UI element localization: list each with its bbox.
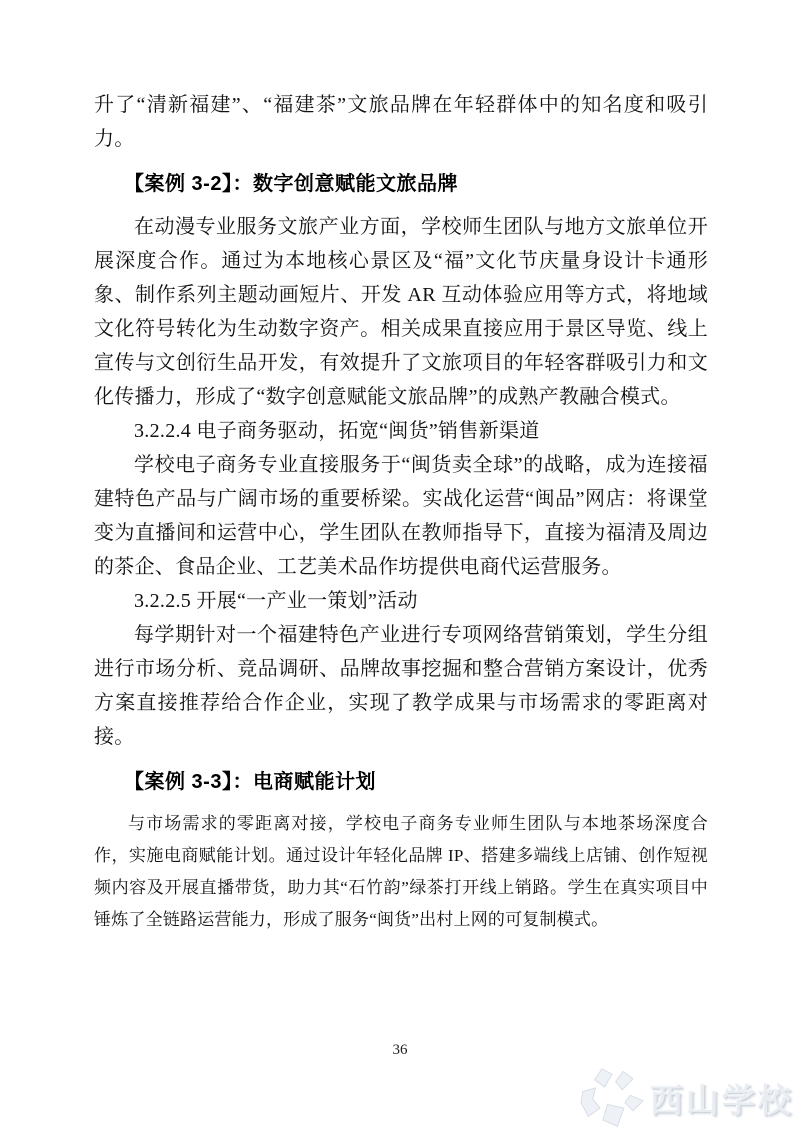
paragraph-ecommerce-driving: 学校电子商务专业直接服务于“闽货卖全球”的战略，成为连接福建特色产品与广阔市场的重要桥梁。实战化运营“闽品”网店：将课堂变为直播间和运营中心，学生团队在教师指导下，直接为福清及周边的茶企、食品企业、工艺美术品作坊提供电商代运营服务。 [94, 454, 708, 578]
case-3-3-heading: 【案例 3-3】：电商赋能计划 [124, 771, 376, 793]
paragraph-continuation: 升了“清新福建”、“福建茶”文旅品牌在年轻群体中的知名度和吸引力。 [94, 94, 708, 150]
page-content [94, 88, 708, 936]
school-star-logo-icon [580, 1067, 644, 1129]
case-3-2-heading: 【案例 3-2】：数字创意赋能文旅品牌 [124, 173, 458, 195]
school-logo-text: 西山学校 [650, 1081, 794, 1119]
section-3-2-2-5-heading: 3.2.2.5 开展“一产业一策划”活动 [134, 590, 418, 612]
paragraph-industry-planning: 每学期针对一个福建特色产业进行专项网络营销策划，学生分组进行市场分析、竞品调研、品牌故事挖掘和整合营销方案设计，优秀方案直接推荐给合作企业，实现了教学成果与市场需求的零距离对接。 [94, 624, 708, 748]
section-3-2-2-4-heading: 3.2.2.4 电子商务驱动，拓宽“闽货”销售新渠道 [134, 420, 540, 442]
paragraph-ecommerce-empowerment: 与市场需求的零距离对接，学校电子商务专业师生团队与本地茶场深度合作，实施电商赋能计划。通过设计年轻化品牌 IP、搭建多端线上店铺、创作短视频内容及开展直播带货，助力其“石竹韵”绿茶打开线上销路。学生在真实项目中锤炼了全链路运营能力，形成了服务“闽货”出村上网的可复制模式。 [94, 814, 708, 929]
school-watermark [580, 1067, 794, 1129]
paragraph-animation-services: 在动漫专业服务文旅产业方面，学校师生团队与地方文旅单位开展深度合作。通过为本地核心景区及“福”文化节庆量身设计卡通形象、制作系列主题动画短片、开发 AR 互动体验应用等方式，将地域文化符号转化为生动数字资产。相关成果直接应用于景区导览、线上宣传与文创衍生品开发，有效提升了文旅项目的年轻客群吸引力和文化传播力，形成了“数字创意赋能文旅品牌”的成熟产教融合模式。 [94, 216, 708, 408]
page-number: 36 [392, 1042, 408, 1058]
